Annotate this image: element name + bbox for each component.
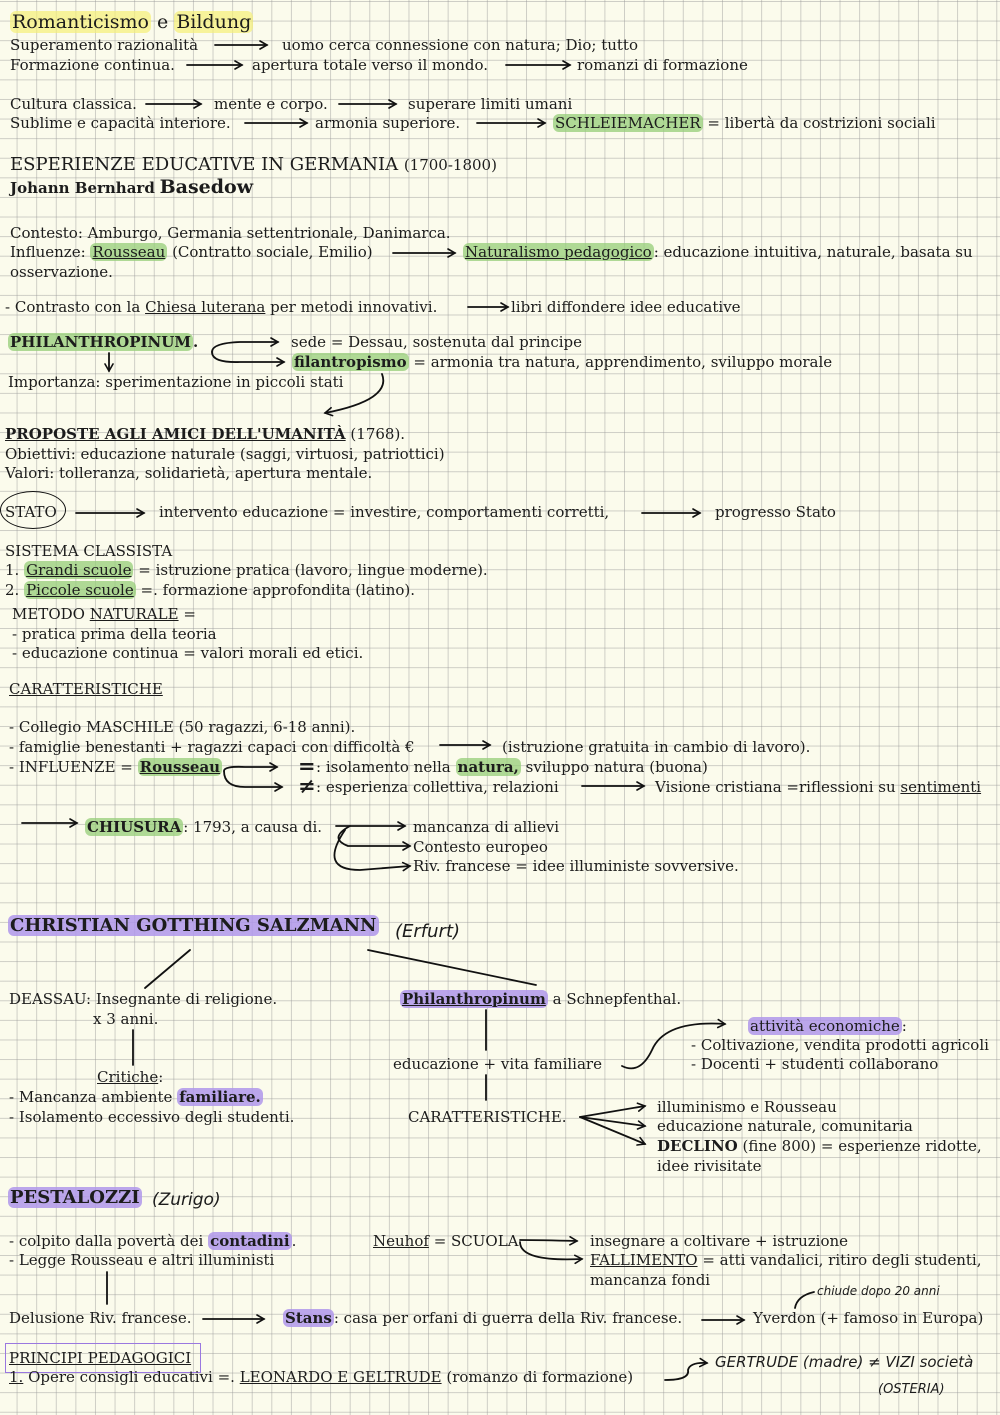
neuhof: Neuhof = SCUOLA [373, 1232, 519, 1250]
valori: Valori: tolleranza, solidarietà, apertura mentale. [5, 464, 373, 482]
proposte: PROPOSTE AGLI AMICI DELL'UMANITÀ (1768). [5, 425, 406, 443]
chiusura: CHIUSURA : 1793, a causa di. [87, 818, 323, 836]
arrow-filantropismo [212, 352, 284, 362]
piccole-scuole: 2. Piccole scuole =. formazione approfondita (latino). [5, 581, 416, 599]
grandi-scuole: 1. Grandi scuole = istruzione pratica (lavoro, lingue moderne). [5, 561, 488, 579]
romanticismo-title: Romanticismo e Bildung [12, 11, 252, 33]
principi-title: PRINCIPI PEDAGOGICI [9, 1349, 192, 1367]
filantropismo: filantropismo = armonia tra natura, apprendimento, sviluppo morale [294, 353, 833, 371]
r3-left: Cultura classica. [10, 95, 137, 113]
arrow-eq [224, 767, 277, 771]
line-dessau [145, 950, 190, 988]
istruzione-gratuita: (istruzione gratuita in cambio di lavoro). [502, 738, 811, 756]
r3-right: superare limiti umani [408, 95, 573, 113]
influenze: Influenze: Rousseau (Contratto sociale, Emilio) [10, 243, 373, 261]
chiusura-3: Riv. francese = idee illuministe sovversive. [413, 857, 739, 875]
collegio: - Collegio MASCHILE (50 ragazzi, 6-18 anni). [9, 718, 356, 736]
visione: Visione cristiana =riflessioni su sentimenti [655, 778, 982, 796]
germania-title: ESPERIENZE EDUCATIVE IN GERMANIA (1700-1800) [10, 154, 497, 175]
stans: Stans : casa per orfani di guerra della Riv. francese. [285, 1309, 683, 1327]
basedow-name: Johann Bernhard Basedow [10, 176, 254, 198]
arrow-car1 [580, 1106, 645, 1117]
obiettivi: Obiettivi: educazione naturale (saggi, virtuosi, patriottici) [5, 445, 445, 463]
esperienza: : esperienza collettiva, relazioni [316, 778, 559, 796]
r1-right: uomo cerca connessione con natura; Dio; tutto [282, 36, 638, 54]
r4-mid: armonia superiore. [315, 114, 461, 132]
principio-1: 1. Opere consigli educativi =. LEONARDO E GELTRUDE (romanzo di formazione) [9, 1368, 634, 1386]
educazione-familiare: educazione + vita familiare [393, 1055, 602, 1073]
zurigo: (Zurigo) [152, 1190, 221, 1210]
caratteristiche-title: CARATTERISTICHE [9, 680, 163, 698]
contesto: Contesto: Amburgo, Germania settentrionale, Danimarca. [10, 224, 451, 242]
arrow-car2 [580, 1117, 645, 1126]
osteria: (OSTERIA) [878, 1382, 945, 1397]
critiche: Critiche: [97, 1068, 164, 1086]
line-schnepfenthal [368, 950, 536, 985]
contrasto: - Contrasto con la Chiesa luterana per metodi innovativi. [5, 298, 438, 316]
arrow-neuhof-2 [520, 1242, 582, 1259]
schleiermacher: SCHLEIEMACHER [555, 114, 701, 132]
pestalozzi-title: PESTALOZZI [10, 1187, 140, 1208]
attivita-1: - Coltivazione, vendita prodotti agricoli [691, 1036, 989, 1054]
povertà: - colpito dalla povertà dei contadini . [9, 1232, 297, 1250]
neuhof-2: FALLIMENTO = atti vandalici, ritiro degli studenti, [590, 1251, 982, 1269]
erfurt: (Erfurt) [395, 921, 461, 942]
importanza: Importanza: sperimentazione in piccoli stati [8, 373, 344, 391]
influenze-rousseau: - INFLUENZE = Rousseau [9, 758, 221, 776]
arrow-sede [212, 342, 278, 352]
philanthropinum: PHILANTHROPINUM . [10, 333, 199, 351]
metodo-1: - pratica prima della teoria [12, 625, 217, 643]
car-3: DECLINO (fine 800) = esperienze ridotte, [657, 1137, 982, 1155]
chiusura-1: mancanza di allievi [413, 818, 560, 836]
yverdon: Yverdon (+ famoso in Europa) [753, 1309, 984, 1327]
r2-left: Formazione continua. [10, 56, 175, 74]
famiglie: - famiglie benestanti + ragazzi capaci con difficoltà € [9, 738, 415, 756]
arrow-neuhof-1 [520, 1240, 577, 1241]
salzmann-title: CHRISTIAN GOTTHING SALZMANN [10, 915, 377, 936]
r2-mid: apertura totale verso il mondo. [252, 56, 489, 74]
metodo-naturale: METODO NATURALE = [12, 605, 196, 623]
arrow-gertrude [665, 1363, 707, 1380]
chiusura-2: Contesto europeo [413, 838, 548, 856]
r3-mid: mente e corpo. [214, 95, 328, 113]
dessau: DEASSAU: Insegnante di religione. [9, 990, 278, 1008]
naturalismo: Naturalismo pedagogico : educazione intuitiva, naturale, basata su [465, 243, 973, 261]
salzmann-caratteristiche: CARATTERISTICHE. [408, 1108, 567, 1126]
chiude-nota: chiude dopo 20 anni [817, 1284, 940, 1298]
schnepfenthal: Philanthropinum a Schnepfenthal. [402, 990, 682, 1008]
delusione: Delusione Riv. francese. [9, 1309, 192, 1327]
r4-right: SCHLEIEMACHER = libertà da costrizioni sociali [555, 114, 936, 132]
r4-left: Sublime e capacità interiore. [10, 114, 231, 132]
critica-1: - Mancanza ambiente familiare. [9, 1088, 261, 1106]
car-4: idee rivisitate [657, 1157, 762, 1175]
naturalismo-cont: osservazione. [10, 263, 113, 281]
arrow-ch2 [338, 826, 410, 846]
sistema-classista: SISTEMA CLASSISTA [5, 542, 173, 560]
attivita-economiche: attività economiche : [750, 1017, 907, 1035]
metodo-2: - educazione continua = valori morali ed etici. [12, 644, 364, 662]
r1-left: Superamento razionalità [10, 36, 199, 54]
stato-progresso: progresso Stato [715, 503, 836, 521]
car-1: illuminismo e Rousseau [657, 1098, 837, 1116]
attivita-2: - Docenti + studenti collaborano [691, 1055, 939, 1073]
neuhof-3: mancanza fondi [590, 1271, 711, 1289]
sede: sede = Dessau, sostenuta dal principe [291, 333, 583, 351]
gertrude: GERTRUDE (madre) ≠ VIZI società [715, 1353, 974, 1371]
stato: STATO [5, 503, 57, 521]
arrow-car3 [580, 1117, 645, 1144]
arrow-neq [224, 771, 282, 787]
equal-sign: = [298, 753, 316, 778]
rousseau-lettura: - Legge Rousseau e altri illuministi [9, 1251, 275, 1269]
line-chiude [795, 1292, 814, 1308]
r2-right: romanzi di formazione [577, 56, 748, 74]
car-2: educazione naturale, comunitaria [657, 1117, 913, 1135]
stato-intervento: intervento educazione = investire, comportamenti corretti, [159, 503, 610, 521]
neuhof-1: insegnare a coltivare + istruzione [590, 1232, 849, 1250]
arrow-ch3 [334, 830, 410, 870]
critica-2: - Isolamento eccessivo degli studenti. [9, 1108, 295, 1126]
libri: libri diffondere idee educative [511, 298, 741, 316]
tre-anni: x 3 anni. [93, 1010, 159, 1028]
not-equal-sign: ≠ [298, 773, 316, 798]
isolamento: : isolamento nella natura, sviluppo natura (buona) [316, 758, 708, 776]
